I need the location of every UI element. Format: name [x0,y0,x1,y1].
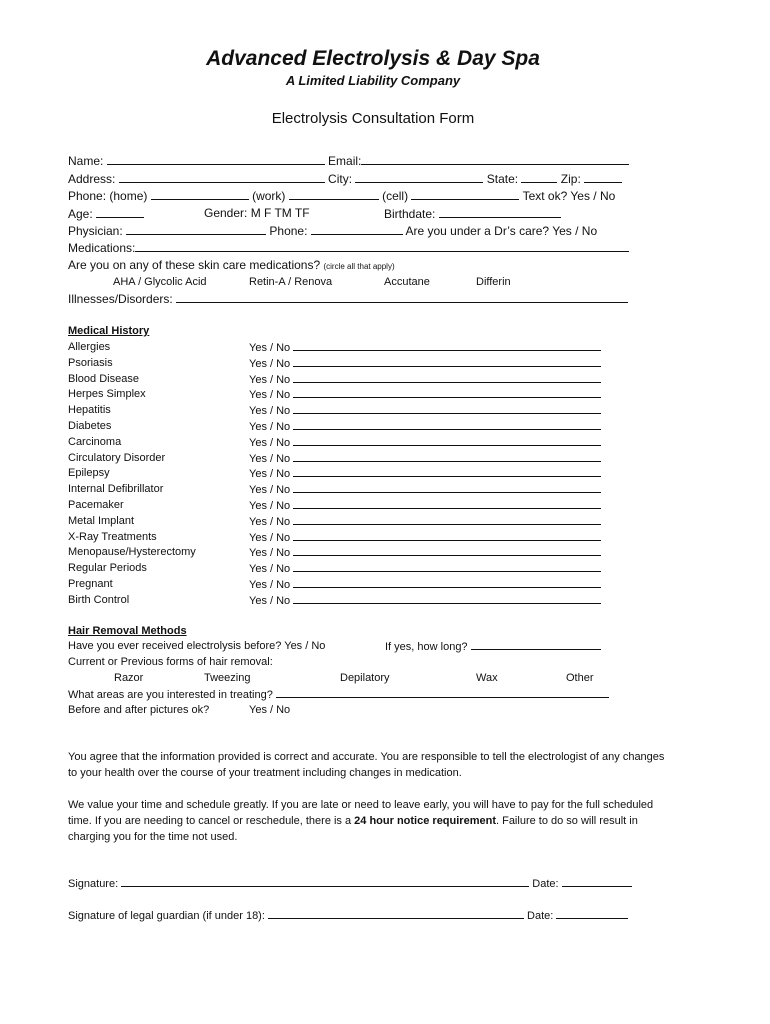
name-label: Name: [68,154,104,168]
treatment-areas-label: What areas are you interested in treating? [68,689,273,701]
policy-text-end: . Failure to do so will result in charging you for the time not used. [68,815,638,843]
medical-history-details-field[interactable] [293,340,601,351]
treatment-areas-row [68,687,609,702]
yes-no-option[interactable]: Yes / No [249,594,291,607]
medical-history-details-field[interactable] [293,514,601,525]
gender-options[interactable]: Gender: M F TM TF [204,206,310,220]
name-field[interactable] [107,153,325,165]
illnesses-field[interactable] [176,291,628,303]
medical-history-item: Allergies [68,341,111,353]
medical-history-answer-row [249,482,601,497]
medical-history-answer-row [249,466,601,481]
city-label: City: [328,172,353,186]
notice-requirement: 24 hour notice requirement [354,815,496,827]
how-long-row [385,639,601,654]
yes-no-option[interactable]: Yes / No [249,436,291,449]
form-title: Electrolysis Consultation Form [271,110,475,127]
name-row [68,153,629,169]
email-label: Email: [328,154,362,168]
guardian-signature-label: Signature of legal guardian (if under 18): [68,910,265,922]
method-option[interactable]: Tweezing [204,672,251,684]
medical-history-item: Menopause/Hysterectomy [68,546,196,559]
signature-label: Signature: [68,878,119,890]
age-field[interactable] [96,206,144,218]
medical-history-answer-row [249,340,601,355]
guardian-signature-field[interactable] [268,908,524,919]
date-label: Date: [532,878,559,890]
medical-history-details-field[interactable] [293,435,601,446]
medical-history-item: Metal Implant [68,514,135,527]
physician-phone-label: Phone: [269,224,308,238]
policy-text-start: We value your time and schedule greatly. If you are late or need to leave early, you will have to pay for the full scheduled time. If you are needing to cancel or reschedule, there is a [68,799,654,827]
address-row [68,171,622,187]
medical-history-details-field[interactable] [293,561,601,572]
work-phone-field[interactable] [289,188,379,200]
medical-history-item: Hepatitis [68,404,111,417]
medical-history-details-field[interactable] [293,482,601,493]
address-label: Address: [68,172,116,186]
medical-history-answer-row [249,498,601,513]
agreement-paragraph: You agree that the information provided is correct and accurate. You are responsible to tell the electrologist of any changes to your health over the course of your treatment including changes in medication. [68,751,665,779]
medical-history-item: Pregnant [68,578,113,590]
medical-history-details-field[interactable] [293,498,601,509]
skincare-option[interactable]: AHA / Glycolic Acid [113,276,207,288]
medical-history-answer-row [249,419,601,434]
guardian-signature-row [68,908,628,923]
medical-history-details-field[interactable] [293,387,601,398]
guardian-date-label: Date: [527,910,554,922]
medical-history-answer-row [249,514,601,529]
skincare-option[interactable]: Differin [476,276,511,288]
medical-history-item: Epilepsy [68,467,110,480]
medical-history-item: Herpes Simplex [68,388,146,401]
medical-history-item: Carcinoma [68,435,122,448]
cell-phone-field[interactable] [411,188,519,200]
medical-history-details-field[interactable] [293,419,601,430]
medical-history-answer-row [249,451,601,466]
medications-field[interactable] [135,240,629,252]
yes-no-option[interactable]: Yes / No [249,342,291,354]
medical-history-answer-row [249,561,601,576]
medical-history-answer-row [249,593,601,608]
yes-no-option[interactable]: Yes / No [249,563,291,576]
work-phone-label: (work) [252,189,286,203]
state-label: State: [486,172,519,186]
medical-history-item: Pacemaker [68,499,124,511]
medical-history-answer-row [249,403,601,418]
yes-no-option[interactable]: Yes / No [249,468,291,481]
age-label: Age: [68,207,93,221]
medical-history-details-field[interactable] [293,466,601,477]
medical-history-details-field[interactable] [293,372,601,383]
medical-history-details-field[interactable] [293,545,601,556]
medical-history-answer-row [249,387,601,402]
medical-history-answer-row [249,577,601,592]
pictures-question: Before and after pictures ok? [68,704,210,716]
medications-row [68,240,629,256]
medical-history-answer-row [249,372,601,387]
medical-history-item: Circulatory Disorder [68,451,166,464]
electrolysis-before-question[interactable]: Have you ever received electrolysis before? Yes / No [68,640,326,652]
page-title: Advanced Electrolysis & Day Spa [206,47,540,70]
physician-phone-field[interactable] [311,223,403,235]
yes-no-option[interactable]: Yes / No [249,484,291,497]
medical-history-details-field[interactable] [293,530,601,541]
address-field[interactable] [119,171,325,183]
skincare-question-text: Are you on any of these skin care medications? [68,258,321,272]
physician-label: Physician: [68,224,123,238]
company-subtitle: A Limited Liability Company [285,73,461,88]
zip-label: Zip: [560,172,581,186]
text-ok-option[interactable]: Text ok? Yes / No [522,189,616,203]
method-option[interactable]: Wax [476,672,498,684]
email-field[interactable] [361,153,629,165]
hair-removal-forms-question: Current or Previous forms of hair removal: [68,656,273,668]
age-row [68,206,144,222]
signature-field[interactable] [121,876,529,887]
yes-no-option[interactable]: Yes / No [249,500,291,512]
cell-phone-label: (cell) [382,189,409,203]
medical-history-heading: Medical History [68,325,150,337]
home-phone-field[interactable] [151,188,249,200]
hair-removal-heading: Hair Removal Methods [68,625,187,637]
home-phone-label: Phone: (home) [68,189,148,203]
yes-no-option[interactable]: Yes / No [249,405,291,418]
birthdate-label: Birthdate: [384,207,436,221]
physician-field[interactable] [126,223,266,235]
guardian-date-field[interactable] [556,908,628,919]
yes-no-option[interactable]: Yes / No [249,421,291,433]
medical-history-item: Internal Defibrillator [68,483,164,496]
yes-no-option[interactable]: Yes / No [249,357,291,370]
yes-no-option[interactable]: Yes / No [249,515,291,528]
method-option[interactable]: Razor [114,672,144,684]
zip-field[interactable] [584,171,622,183]
medical-history-details-field[interactable] [293,451,601,462]
skincare-question [68,258,395,274]
medical-history-item: Regular Periods [68,562,147,575]
medications-label: Medications: [68,241,136,255]
yes-no-option[interactable]: Yes / No [249,452,291,465]
medical-history-answer-row [249,356,601,371]
yes-no-option[interactable]: Yes / No [249,547,291,560]
yes-no-option[interactable]: Yes / No [249,389,291,402]
state-field[interactable] [521,171,557,183]
method-option[interactable]: Other [566,672,594,684]
how-long-field[interactable] [471,639,601,650]
method-option[interactable]: Depilatory [340,672,390,684]
date-field[interactable] [562,876,632,887]
medical-history-details-field[interactable] [293,593,601,604]
medical-history-item: Birth Control [68,593,130,606]
illnesses-row [68,291,628,307]
medical-history-answer-row [249,435,601,450]
medical-history-item: Diabetes [68,420,112,432]
signature-row [68,876,632,891]
medical-history-item: X-Ray Treatments [68,530,157,543]
medical-history-item: Blood Disease [68,372,139,385]
phone-row [68,188,615,204]
physician-row [68,223,597,239]
skincare-note: (circle all that apply) [323,262,395,271]
medical-history-details-field[interactable] [293,577,601,588]
treatment-areas-field[interactable] [276,687,609,698]
illnesses-label: Illnesses/Disorders: [68,292,173,306]
yes-no-option[interactable]: Yes / No [249,531,291,544]
how-long-label: If yes, how long? [385,641,468,653]
medical-history-item: Psoriasis [68,356,113,369]
skincare-option[interactable]: Accutane [384,276,430,288]
city-field[interactable] [355,171,483,183]
medical-history-details-field[interactable] [293,403,601,414]
yes-no-option[interactable]: Yes / No [249,579,291,591]
medical-history-answer-row [249,545,601,560]
policy-paragraph [68,797,668,845]
birthdate-row [384,206,561,222]
dr-care-option[interactable]: Are you under a Dr’s care? Yes / No [405,224,598,238]
yes-no-option[interactable]: Yes / No [249,373,291,386]
birthdate-field[interactable] [439,206,561,218]
medical-history-details-field[interactable] [293,356,601,367]
medical-history-answer-row [249,530,601,545]
pictures-option[interactable]: Yes / No [249,704,291,716]
skincare-option[interactable]: Retin-A / Renova [249,276,333,288]
